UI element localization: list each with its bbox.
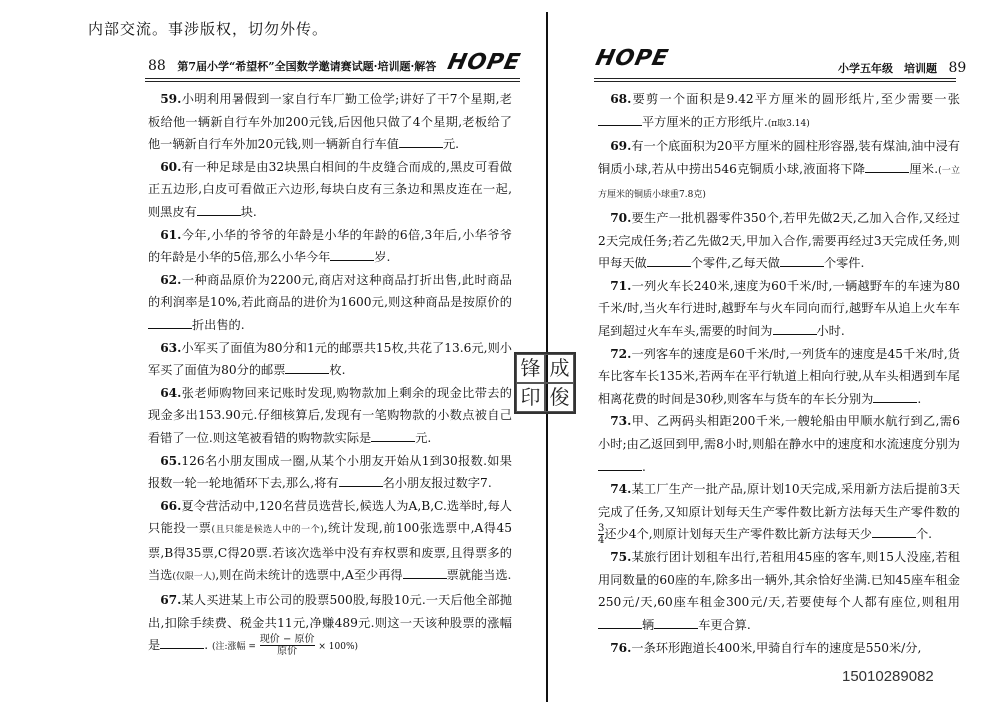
answer-blank	[399, 133, 443, 148]
stamp-char: 锋	[516, 354, 545, 383]
left-header-rule	[145, 78, 520, 82]
hope-logo-right: HOPE	[593, 46, 671, 71]
three-quarters-fraction: $\frac{3}{4}$	[598, 523, 605, 547]
answer-blank	[865, 158, 909, 173]
right-header-title: 小学五年级 培训题	[838, 62, 937, 75]
right-page-number: 89	[948, 60, 967, 76]
answer-blank	[873, 388, 917, 403]
question-69: 69.有一个底面积为20平方厘米的圆柱形容器,装有煤油,油中浸有铜质小球,若从中捞出546克铜质小球,液面将下降 厘米.(一立方厘米的铜质小球重7.8克)	[598, 139, 961, 201]
question-73: 73.甲、乙两码头相距200千米,一艘轮船由甲顺水航行到乙,需6小时;由乙返回到甲,需8小时,则船在静水中的速度和水流速度分别为.	[598, 414, 960, 474]
answer-blank	[647, 252, 691, 267]
copyright-note: 内部交流。事涉版权，切勿外传。	[88, 20, 329, 38]
left-page-header	[148, 58, 436, 74]
question-62: 62.一种商品原价为2200元,商店对这种商品打折出售,此时商品的利润率是10%,若此商品的进价为1600元,则这种商品是按原价的折出售的.	[148, 272, 512, 332]
question-65: 65.126名小朋友围成一圈,从某个小朋友开始从1到30报数.如果报数一轮一轮地循环下去,那么,将有 名小朋友报过数字7.	[148, 453, 512, 491]
right-page-header	[838, 60, 966, 76]
right-header-rule	[594, 78, 956, 82]
answer-blank	[654, 614, 698, 629]
question-66: 66.夏令营活动中,120名营员选营长,候选人为A,B,C.选举时,每人只能投一票(且只能是候选人中的一个),统计发现,前100张选票中,A得45票,B得35票,C得20票.若该次选举中没有弃权票和废票,且得票多的当选(仅限一人),则在尚未统计的选票中,A至少再得 票就能当选.	[148, 498, 512, 583]
question-74: 74.某工厂生产一批产品,原计划10天完成,采用新方法后提前3天完成了任务,又知原计划每天生产零件数比新方法每天生产零件数的 $\frac{3}{4}$ 还少4个,则原计划每天生产零件数比新方法每天少 个.	[598, 482, 960, 547]
question-64: 64.张老师购物回来记账时发现,购物款加上剩余的现金比带去的现金多出153.90元.仔细核算后,发现有一笔购物款的小数点被自己看错了一位.则这笔被看错的购物款实际是 元.	[148, 385, 512, 445]
left-header-title: 第7届小学“希望杯”全国数学邀请赛试题·培训题·解答	[177, 60, 437, 73]
answer-blank	[197, 201, 241, 216]
left-page-number: 88	[148, 58, 166, 74]
stamp-char: 俊	[545, 383, 574, 412]
question-60: 60.有一种足球是由32块黑白相间的牛皮缝合而成的,黑皮可看做正五边形,白皮可看做正六边形,每块白皮有三条边和黑皮连在一起,则黑皮有 块.	[148, 159, 512, 219]
answer-blank	[598, 111, 642, 126]
answer-blank	[598, 614, 642, 629]
answer-blank	[285, 359, 329, 374]
left-page-text	[148, 88, 512, 659]
answer-blank	[773, 320, 817, 335]
question-68: 68.要剪一个面积是9.42平方厘米的圆形纸片,至少需要一张平方厘米的正方形纸片.(π取3.14)	[598, 88, 960, 135]
answer-blank	[339, 472, 383, 487]
phone-number: 15010289082	[842, 668, 934, 685]
answer-blank	[371, 427, 415, 442]
question-75: 75.某旅行团计划租车出行,若租用45座的客车,则15人没座,若租用同数量的60座的车,除多出一辆外,其余恰好坐满.已知45座车租金250元/天,60座车租金300元/天,若要使每个人都有座位,则租用辆 车更合算.	[598, 550, 960, 633]
answer-blank	[330, 246, 374, 261]
right-page-text	[598, 88, 960, 659]
answer-blank	[148, 314, 192, 329]
growth-rate-fraction: $\frac{\text{现价 − 原价}}{\text{原价}}$	[259, 634, 315, 658]
stamp-char: 成	[545, 354, 574, 383]
question-72: 72.一列客车的速度是60千米/时,一列货车的速度是45千米/时,货车比客车长135米,若两车在平行轨道上相向行驶,从车头相遇到车尾相离花费的时间是30秒,则客车与货车的车长分别为 .	[598, 346, 960, 406]
question-59: 59.小明利用暑假到一家自行车厂勤工俭学;讲好了干7个星期,老板给他一辆新自行车外加200元钱,后因他只做了4个星期,老板给了他一辆新自行车外加20元钱,则一辆新自行车值 元.	[148, 92, 512, 152]
answer-blank	[780, 252, 824, 267]
question-71: 71.一列火车长240米,速度为60千米/时,一辆越野车的车速为80千米/时,当火车行进时,越野车与火车同向而行,越野车从追上火车车尾到超过火车车头,需要的时间为 小时.	[598, 278, 960, 338]
answer-blank	[160, 634, 204, 649]
question-70: 70.要生产一批机器零件350个,若甲先做2天,乙加入合作,又经过2天完成任务;若乙先做2天,甲加入合作,需要再经过3天完成任务,则甲每天做 个零件,乙每天做 个零件.	[598, 210, 960, 271]
stamp-char: 印	[516, 383, 545, 412]
seal-stamp	[514, 352, 576, 414]
question-67: 67.某人买进某上市公司的股票500股,每股10元.一天后他全部抛出,扣除手续费、税金共11元,净赚489元.则这一天该种股票的涨幅是 . (注:涨幅 = $\frac{\text{现价 − 原价}}{\text{原价}}$ × 100%)	[148, 593, 512, 658]
answer-blank	[872, 523, 916, 538]
hope-logo-left: HOPE	[445, 50, 523, 75]
question-63: 63.小军买了面值为80分和1元的邮票共15枚,共花了13.6元,则小军买了面值为80分的邮票 枚.	[148, 340, 512, 378]
answer-blank	[598, 456, 642, 471]
question-61: 61.今年,小华的爷爷的年龄是小华的年龄的6倍,3年后,小华爷爷的年龄是小华的5倍,那么小华今年 岁.	[148, 227, 512, 265]
question-76: 76.一条环形跑道长400米,甲骑自行车的速度是550米/分,	[610, 640, 922, 655]
answer-blank	[403, 564, 447, 579]
